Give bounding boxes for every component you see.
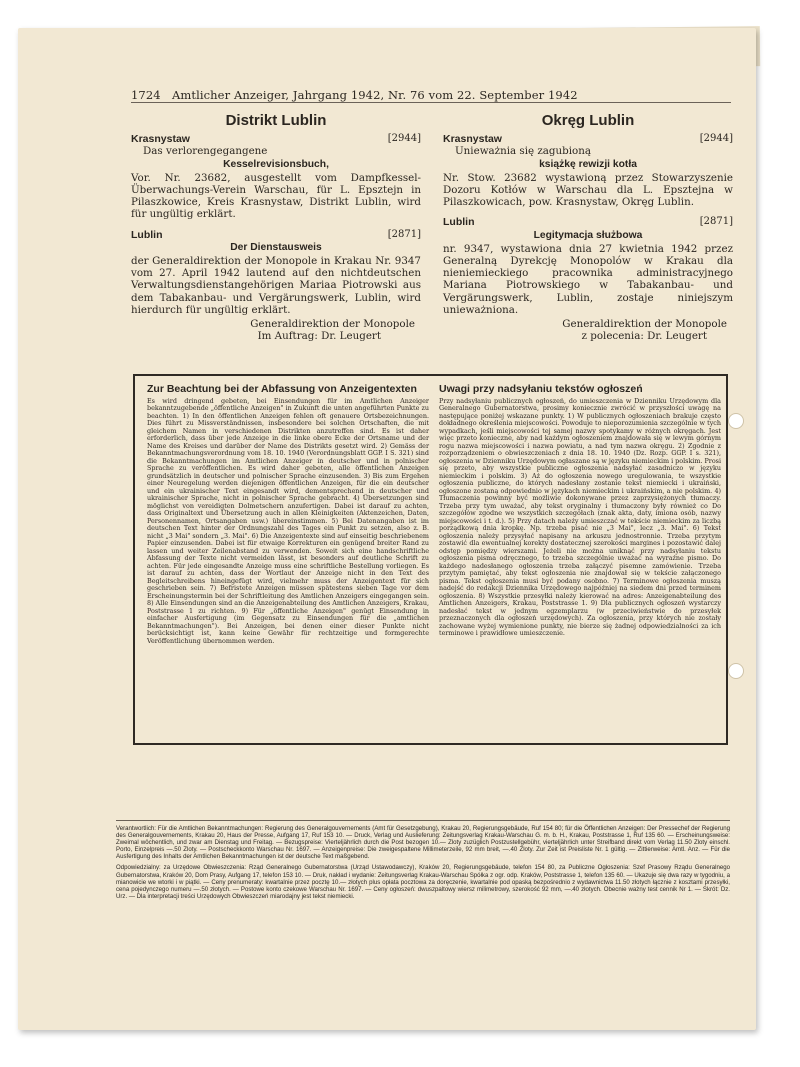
header-rule	[131, 102, 731, 103]
running-title: Amtlicher Anzeiger, Jahrgang 1942, Nr. 76 vom 22. September 1942	[171, 88, 578, 102]
entry-place: Lublin	[131, 228, 163, 241]
entry-head	[443, 216, 733, 228]
entry-item: książkę rewizji kotła	[539, 158, 637, 170]
entry-item: Kesselrevisionsbuch,	[223, 158, 329, 170]
entry-body: der Generaldirektion der Monopole in Krakau Nr. 9347 vom 27. April 1942 lautend auf den nichtdeutschen Verwaltungsdienstangehörigen Mariaa Piotrowski aus dem Tabakanbau- und Vergärungswerk, Lublin, wird hierdurch für ungültig erklärt.	[131, 255, 421, 316]
entry-place: Krasnystaw	[443, 133, 502, 146]
imprint	[116, 820, 730, 904]
signature-line: z polecenia: Dr. Leugert	[581, 330, 707, 343]
entry-number: [2944]	[387, 133, 421, 145]
notice-polish	[439, 383, 722, 638]
entry-item: Legitymacja służbowa	[533, 229, 643, 241]
notice-german	[147, 383, 429, 645]
binding-hole	[728, 413, 744, 429]
entry-body: Nr. Stow. 23682 wystawioną przez Stowarzyszenie Dozoru Kotłów w Warschau dla L. Epsztejna w Pilaszkowicach, pow. Krasnystaw, Okręg Lublin.	[443, 171, 733, 209]
notice-title-pl: Uwagi przy nadsyłaniu tekstów ogłoszeń	[439, 383, 643, 395]
district-title: Distrikt Lublin	[225, 112, 327, 129]
entry-place: Krasnystaw	[131, 133, 190, 146]
entry-body: Vor. Nr. 23682, ausgestellt vom Dampfkessel-Überwachungs-Verein Warschau, für L. Epsztejn in Pilaszkowice, Kreis Krasnystaw, Distrikt Lublin, wird für ungültig erklärt.	[131, 171, 421, 221]
page-header	[131, 88, 731, 102]
signature	[443, 318, 733, 342]
entry-number: [2871]	[387, 228, 421, 240]
entry-number: [2944]	[699, 133, 733, 145]
german-column	[131, 110, 421, 342]
entry-intro: Unieważnia się zagubioną	[455, 145, 591, 158]
entry-intro: Das verlorengegangene	[143, 145, 268, 158]
notice-box	[133, 374, 728, 745]
entry-item: Der Dienstausweis	[230, 241, 322, 253]
entry-head	[131, 133, 421, 145]
entry-body: nr. 9347, wystawiona dnia 27 kwietnia 1942 przez Generalną Dyrekcję Monopolów w Krakau dla nieniemieckiego pracownika administracyjnego Mariana Piotrowskiego w Tabakanbau- und Vergärungswerk, Lublin, zostaje niniejszym unieważniona.	[443, 242, 733, 316]
notice-body-pl: Przy nadsyłaniu publicznych ogłoszeń, do umieszczenia w Dzienniku Urzędowym dla Generalnego Gubernatorstwa, prosimy koniecznie zwrócić w przyszłości uwagę na następujące poniżej wskazane punkty. 1) W publicznych ogłoszeniach brakuje często dokładnego określenia miejscowości. Powoduje to nieporozumienia szczególnie w tych wypadkach, jeśli miejscowości tej samej nazwy spotykamy w różnych okręgach. Jest więc przeto konieczne, aby nad każdym ogłoszeniem znajdowała się w lewym górnym rogu nazwa miejscowości i nazwa powiatu, a nad tym nazwa okręgu. 2) Zgodnie z rozporządzeniem o obwieszczeniach z dnia 18. 10. 1940 (Dz. Rozp. GGP. I s. 321), ogłoszenia w Dzienniku Urzędowym ogłaszane są w języku niemieckim i polskim. Prosi się przeto, aby wszystkie publiczne ogłoszenia nadsyłać zasadniczo w języku niemieckim i polskim. 3) Aż do ogłoszenia nowego uregulowania, te wszystkie ogłoszenia publiczne, do których nadesłany zostanie tekst niemiecki i ukraiński, ogłoszone zostaną odpowiednio w językach niemieckim i ukraińskim, a nie polskim. 4) Tłumaczenia powinny być możliwie dokonywane przez zaprzysiężonych tłumaczy. Trzeba przy tym uważać, aby tekst oryginalny i tłumaczony były również co Do szczegółów zgodne we wszystkich szczegółach (znak akta, daty, imiona osób, nazwy miejscowości i t. d.). 5) Przy datach należy umieszczać w tekście niemieckim za liczbą porządkową dnia kropkę. Np. trzeba pisać nie „3 Mai", lecz „3. Mai". 6) Tekst ogłoszenia należy przysyłać napisany na arkuszu jednostronnie. Trzeba przytym zostawić dla ewentualnej korekty dostatecznej szerokości margines i pozostawić dalej odstęp pomiędzy wierszami. Jeżeli nie można uniknąć przy nadsyłaniu tekstu ogłoszenia pisma odręcznego, to trzeba szczególnie uważać na wyraźne pismo. Do każdego nadesłanego ogłoszenia trzeba załączyć pisemne zamówienie. Trzeba przytym pamiętać, aby tekst ogłoszenia nie znajdował się w tekście załączonego pisma. Tekst ogłoszenia musi być podany osobno. 7) Terminowe ogłoszenia muszą nadejść do redakcji Dziennika Urzędowego najpóźniej na siedem dni przed terminem ogłoszenia. 8) Wszystkie przesyłki należy kierować na adres: Anzeigenabteilung des Amtlichen Anzeigers, Krakau, Poststrasse 1. 9) Dla publicznych ogłoszeń wystarczy nadesłać tekst w jednym egzemplarzu (w przeciwieństwie do przesyłek przeznaczonych dla ogłoszeń urzędowych). Za ogłoszenia, przy których nie zostały zachowane wyżej wymienione punkty, nie bierze się żadnej odpowiedzialności za ich terminowe i prawidłowe umieszczenie.	[439, 396, 722, 637]
imprint-polish: Odpowiedzialny: za Urzędowe Obwieszczenia: Rząd Generalnego Gubernatorstwa (Urząd Ustawodawczy), Kraków 20, Regierungsgebäude, telefon 154 80, za Publiczne Ogłoszenia: Szef Prasowy Rządu Generalnego Gubernatorstwa, Kraków 20, Dom Prasy, Aufgang 17, telefon 153 10. — Druk, nakład i wydanie: Zeitungsverlag Krakau-Warschau Spółka z ogr. odp. Kraków, Poststrasse 1, telefon 135 60. — Ukazuje się dwa razy w tygodniu, a mianowicie we wtorki i w piątki. — Ceny prenumeraty: kwartalnie przez pocztę 10.— złotych plus opłata pocztowa za doręczenie, kwartalnie pod opaską bezpośrednio z wydawnictwa 11.50 złotych łącznie z kosztami przesyłki, cena pojedynczego numeru —.50 złotych. — Postowe konto czekowe Warschau Nr. 1697. — Ceny ogłoszeń: dwuszpaltowy wiersz milimetrowy, szerokość 92 mm, —.40 złotych. Obecnie ważny test cennik Nr 1. — Skrót: Dz. Urz. — Dla interpretacji treści Urzędowych Obwieszczeń miarodajny jest tekst niemiecki.	[116, 864, 730, 900]
notice-title-de: Zur Beachtung bei der Abfassung von Anzeigentexten	[147, 383, 417, 395]
signature-line: Im Auftrag: Dr. Leugert	[257, 330, 381, 343]
entry-place: Lublin	[443, 216, 475, 229]
signature	[131, 318, 421, 342]
entry-number: [2871]	[699, 216, 733, 228]
notice-body-de: Es wird dringend gebeten, bei Einsendungen für im Amtlichen Anzeiger bekanntzugebende „öffentliche Anzeigen" in Zukunft die unten angeführten Punkte zu beachten. 1) In den öffentlichen Anzeigen fehlen oft genauere Ortsbezeichnungen. Dies führt zu Missverständnissen, insbesondere bei solchen Ortschaften, die mit gleichem Namen in verschiedenen Distrikten anzutreffen sind. Es ist daher erforderlich, dass über jede Anzeige in die linke obere Ecke der Ortsname und der Name des Kreises und darüber der Name des Distrikts gesetzt wird. 2) Gemäss der Bekanntmachungsverordnung vom 18. 10. 1940 (Verordnungsblatt GGP. I S. 321) sind die Bekanntmachungen im Amtlichen Anzeiger in deutscher und in polnischer Sprache zu veröffentlichen. Es wird daher gebeten, alle öffentlichen Anzeigen grundsätzlich in deutscher und polnischer Sprache einzusenden. 3) Bis zum Ergehen einer Neuregelung werden diejenigen öffentlichen Anzeigen, für die ein deutscher und ein ukrainischer Text eingesandt wird, dementsprechend in deutscher und ukrainischer Sprache, nicht in polnischer Sprache gebracht. 4) Übersetzungen sind möglichst von vereidigten Dolmetschern anzufertigen. Dabei ist darauf zu achten, dass Originaltext und Übersetzung auch in allen Kleinigkeiten (Aktenzeichen, Daten, Personennamen, Ortsangaben usw.) übereinstimmen. 5) Bei Datenangaben ist im deutschen Text hinter der Ordnungszahl des Tages ein Punkt zu setzen, also z. B. nicht „3 Mai" sondern „3. Mai". 6) Die Anzeigentexte sind auf einseitig beschriebenem Papier einzusenden. Dabei ist für etwaige Korrekturen ein genügend breiter Rand zu lassen und weiter Zeilenabstand zu verwenden. Soweit sich eine handschriftliche Abfassung der Texte nicht vermeiden lässt, ist besonders auf deutliche Schrift zu achten. Für jede eingesandte Anzeige muss eine schriftliche Bestellung vorliegen. Es ist darauf zu achten, dass der Wortlaut der Anzeige nicht in den Text des Begleitschreibens hineingefügt wird, vielmehr muss der Anzeigentext für sich geschrieben sein. 7) Befristete Anzeigen müssen spätestens sieben Tage vor dem Erscheinungstermin bei der Schriftleitung des Amtlichen Anzeigers eingegangen sein. 8) Alle Einsendungen sind an die Anzeigenabteilung des Amtlichen Anzeigers, Krakau, Poststrasse 1 zu richten. 9) Für „öffentliche Anzeigen" genügt Einsendung in einfacher Ausfertigung (im Gegensatz zu Einsendungen für die „amtlichen Bekanntmachungen"). Bei Anzeigen, bei denen einer dieser Punkte nicht berücksichtigt ist, kann keine Gewähr für rechtzeitige und formgerechte Veröffentlichung übernommen werden.	[147, 396, 429, 645]
binding-hole	[728, 663, 744, 679]
page-number: 1724	[131, 88, 161, 102]
imprint-german: Verantwortlich: Für die Amtlichen Bekanntmachungen: Regierung des Generalgouvernements (Amt für Gesetzgebung), Krakau 20, Regierungsgebäude, Ruf 154 80; für die Öffentlichen Anzeigen: Der Pressechef der Regierung des Generalgouvernements, Krakau 20, Haus der Presse, Aufgang 17, Ruf 153 10. — Druck, Verlag und Auslieferung: Zeitungsverlag Krakau-Warschau G. m. b. H., Krakau, Poststrasse 1, Ruf 135 60. — Erscheinungsweise: Zweimal wöchentlich, und zwar am Dienstag und Freitag. — Bezugspreise: Vierteljährlich durch die Post bezogen 10.— Zloty zuzüglich Postzustellgebühr, vierteljährlich unter Streifband direkt vom Verlag 11.50 Zloty einschl. Porto, Einzelpreis —.50 Zloty. — Postscheckkonto Warschau Nr. 1697. — Anzeigenpreise: Die zweigespaltene Millimeterzeile, 92 mm breit, —.40 Zloty. Zur Zeit ist Preisliste Nr. 1 gültig. — Zittierweise: Amtl. Anz. — Für die Ausfertigung des Inhalts der Amtlichen Bekanntmachungen ist der deutsche Text maßgebend.	[116, 825, 730, 861]
district-title: Okręg Lublin	[541, 112, 635, 129]
entry-head	[443, 133, 733, 145]
entry-head	[131, 229, 421, 241]
signature-line: Generaldirektion der Monopole	[562, 318, 727, 331]
polish-column	[443, 110, 733, 342]
signature-line: Generaldirektion der Monopole	[250, 318, 415, 331]
